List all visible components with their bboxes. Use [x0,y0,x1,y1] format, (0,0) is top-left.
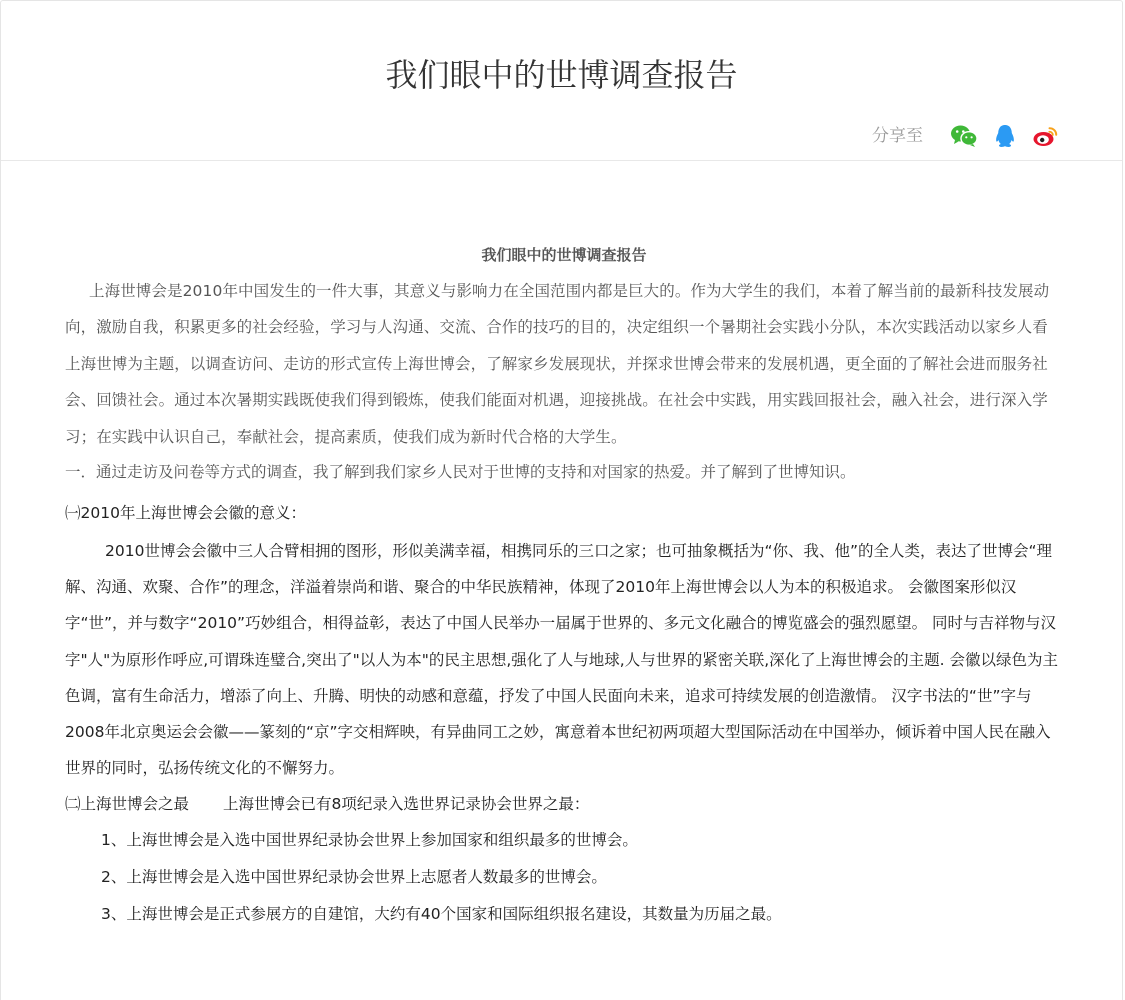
list-item: 1、上海世博会是入选中国世界纪录协会世界上参加国家和组织最多的世博会。 [101,831,638,850]
wechat-icon[interactable] [950,123,978,149]
records-subheading-text: 上海世博会已有8项纪录入选世界记录协会世界之最： [223,795,590,814]
records-subheading [65,786,1063,822]
intro-paragraph: 上海世博会是2010年中国发生的一件大事，其意义与影响力在全国范围内都是巨大的。作为大学生的我们，本着了解当前的最新科技发展动向，激励自我，积累更多的社会经验，学习与人沟通、交流、合作的技巧的目的，决定组织一个暑期社会实践小分队，本次实践活动以家乡人看上海世博为主题，以调查访问、走访的形式宣传上海世博会，了解家乡发展现状，并探求世博会带来的发展机遇，更全面的了解社会进而服务社会、回馈社会。通过本次暑期实践既使我们得到锻炼，使我们能面对机遇，迎接挑战。在社会中实践，用实践回报社会，融入社会，进行深入学习；在实践中认识自己，奉献社会，提高素质，使我们成为新时代合格的大学生。 [65,282,1050,446]
page-title: 我们眼中的世博调查报告 [385,56,738,94]
emblem-paragraph: 2010世博会会徽中三人合臂相拥的图形，形似美满幸福，相携同乐的三口之家；也可抽象概括为“你、我、他”的全人类，表达了世博会“理解、沟通、欢聚、合作”的理念，洋溢着崇尚和谐、聚合的中华民族精神，体现了2010年上海世博会以人为本的积极追求。 会徽图案形似汉字“世”，并与数字“2010”巧妙组合，相得益彰，表达了中国人民举办一届属于世界的、多元文化融合的博览盛会的强烈愿望。 同时与吉祥物与汉字"人"为原形作呼应,可谓珠连璧合,突出了"以人为本"的民主思想,强化了人与地球,人与世界的紧密关联,深化了上海世博会的主题. 会徽以绿色为主色调，富有生命活力，增添了向上、升腾、明快的动感和意蕴，抒发了中国人民面向未来，追求可持续发展的创造激情。 汉字书法的“世”字与2008年北京奥运会会徽——篆刻的“京”字交相辉映，有异曲同工之妙，寓意着本世纪初两项超大型国际活动在中国举办，倾诉着中国人民在融入世界的同时，弘扬传统文化的不懈努力。 [65,542,1059,778]
records-list [65,822,1063,933]
article-header [1,1,1122,161]
share-label: 分享至 [872,126,923,146]
share-bar [872,123,1060,149]
article-body [65,241,1063,933]
list-item: 2、上海世博会是入选中国世界纪录协会世界上志愿者人数最多的世博会。 [101,868,607,887]
section-one-paragraph: 一．通过走访及问卷等方式的调查，我了解到我们家乡人民对于世博的支持和对国家的热爱。并了解到了世博知识。 [65,463,856,482]
emblem-subheading: ㈠2010年上海世博会会徽的意义： [65,504,306,523]
records-subheading-title: ㈡上海世博会之最 [65,795,190,814]
list-item: 3、上海世博会是正式参展方的自建馆，大约有40个国家和国际组织报名建设，其数量为历届之最。 [101,905,782,924]
document-heading: 我们眼中的世博调查报告 [481,246,647,264]
weibo-icon[interactable] [1032,123,1060,149]
qq-icon[interactable] [991,123,1019,149]
